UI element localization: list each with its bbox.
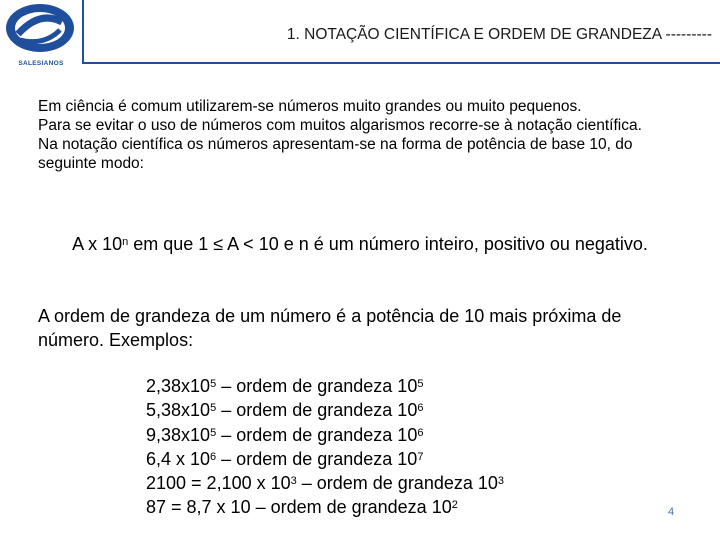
slide-header — [0, 0, 720, 80]
example-item — [146, 423, 666, 447]
example-ordem-exponent: 3 — [497, 475, 505, 488]
intro-line: Em ciência é comum utilizarem-se números muito grandes ou muito pequenos. — [38, 98, 582, 115]
example-exponent: 2 — [451, 499, 458, 512]
example-item — [146, 447, 666, 471]
ordem-text: A ordem de grandeza de um número é a potência de 10 mais próxima de número. Exemplos: — [38, 306, 622, 350]
formula-suffix: em que 1 ≤ A < 10 e n é um número inteiro, positivo ou negativo. — [128, 234, 648, 254]
intro-line: Na notação científica os números apresentam-se na forma de potência de base 10, do seguinte modo: — [38, 136, 633, 172]
example-base: 2,38x10 — [146, 376, 211, 396]
example-item — [146, 471, 666, 495]
example-exponent: 3 — [290, 475, 297, 488]
example-ordem: – ordem de grandeza 10 — [216, 424, 418, 445]
example-ordem-exponent: 6 — [417, 402, 424, 415]
header-divider — [82, 62, 720, 64]
formula-prefix: A x 10 — [72, 234, 123, 254]
example-exponent: 6 — [210, 450, 217, 463]
example-item — [146, 495, 666, 519]
example-exponent: 5 — [210, 378, 217, 390]
example-item — [146, 374, 666, 398]
logo-text: SALESIANOS — [18, 60, 64, 67]
example-ordem-exponent: 7 — [417, 450, 424, 463]
example-base: 87 = 8,7 x 10 – ordem de grandeza 10 — [146, 497, 452, 518]
example-base: 2100 = 2,100 x 10 — [146, 473, 291, 494]
example-exponent: 5 — [210, 402, 217, 415]
page-title: 1. NOTAÇÃO CIENTÍFICA E ORDEM DE GRANDEZA --------- — [286, 26, 712, 43]
example-ordem: – ordem de grandeza 10 — [216, 400, 418, 421]
formula — [40, 232, 680, 257]
example-ordem-exponent: 5 — [417, 378, 424, 390]
header-vertical-divider — [82, 0, 84, 64]
intro-text — [38, 97, 678, 173]
example-ordem: – ordem de grandeza 10 — [216, 376, 418, 396]
formula-exponent: n — [122, 236, 129, 248]
example-ordem-exponent: 6 — [417, 426, 424, 439]
page-number: 4 — [668, 506, 675, 518]
example-base: 6,4 x 10 — [146, 448, 211, 469]
example-item — [146, 398, 666, 422]
intro-line: Para se evitar o uso de números com muitos algarismos recorre-se à notação científica. — [38, 117, 642, 134]
example-ordem: – ordem de grandeza 10 — [216, 448, 418, 469]
examples-list — [146, 374, 666, 520]
example-base: 5,38x10 — [146, 400, 211, 421]
example-exponent: 5 — [210, 426, 217, 439]
example-ordem: – ordem de grandeza 10 — [296, 473, 498, 494]
example-base: 9,38x10 — [146, 424, 211, 445]
